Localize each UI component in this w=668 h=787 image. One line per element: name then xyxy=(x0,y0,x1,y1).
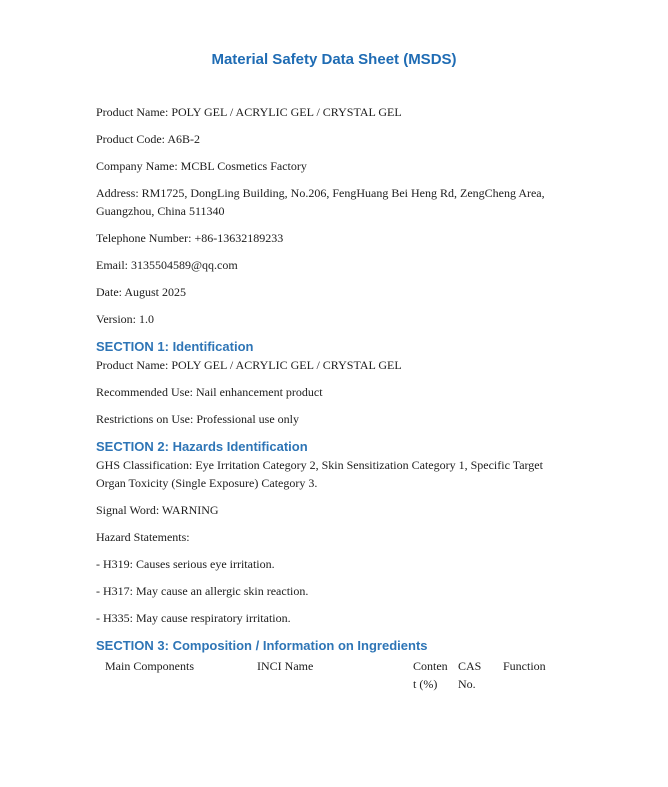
document-title: Material Safety Data Sheet (MSDS) xyxy=(211,51,457,68)
section1-restrictions: Restrictions on Use: Professional use only xyxy=(96,412,299,426)
section-identification xyxy=(96,337,572,428)
hazard-statements-label: Hazard Statements: xyxy=(96,530,190,544)
product-info-block xyxy=(96,103,572,328)
hazard-h335: - H335: May cause respiratory irritation. xyxy=(96,611,291,625)
signal-word: Signal Word: WARNING xyxy=(96,503,219,517)
ghs-classification: GHS Classification: Eye Irritation Category 2, Skin Sensitization Category 1, Specific Target Organ Toxicity (Single Exposure) Category 3. xyxy=(96,458,543,490)
telephone-line: Telephone Number: +86-13632189233 xyxy=(96,231,284,245)
section1-recommended-use: Recommended Use: Nail enhancement product xyxy=(96,385,323,399)
column-header-main-components: Main Components xyxy=(105,659,194,673)
column-header-inci-name: INCI Name xyxy=(257,659,314,673)
version-line: Version: 1.0 xyxy=(96,312,154,326)
email-line: Email: 3135504589@qq.com xyxy=(96,258,238,272)
column-header-cas-no: CAS No. xyxy=(458,659,482,691)
address-line: Address: RM1725, DongLing Building, No.206, FengHuang Bei Heng Rd, ZengCheng Area, Guangzhou, China 511340 xyxy=(96,186,545,218)
section-composition xyxy=(96,636,572,693)
product-code-line: Product Code: A6B-2 xyxy=(96,132,200,146)
section-3-heading: SECTION 3: Composition / Information on Ingredients xyxy=(96,638,428,653)
column-header-function: Function xyxy=(503,659,546,673)
column-header-content-pct: Content (%) xyxy=(413,659,448,691)
section-1-heading: SECTION 1: Identification xyxy=(96,339,254,354)
hazard-h317: - H317: May cause an allergic skin reaction. xyxy=(96,584,309,598)
section-2-heading: SECTION 2: Hazards Identification xyxy=(96,439,308,454)
section-hazards xyxy=(96,437,572,627)
section1-product-name: Product Name: POLY GEL / ACRYLIC GEL / CRYSTAL GEL xyxy=(96,358,402,372)
company-name-line: Company Name: MCBL Cosmetics Factory xyxy=(96,159,307,173)
hazard-h319: - H319: Causes serious eye irritation. xyxy=(96,557,275,571)
ingredients-table-header-row xyxy=(96,657,572,693)
product-name-line: Product Name: POLY GEL / ACRYLIC GEL / CRYSTAL GEL xyxy=(96,105,402,119)
date-line: Date: August 2025 xyxy=(96,285,186,299)
